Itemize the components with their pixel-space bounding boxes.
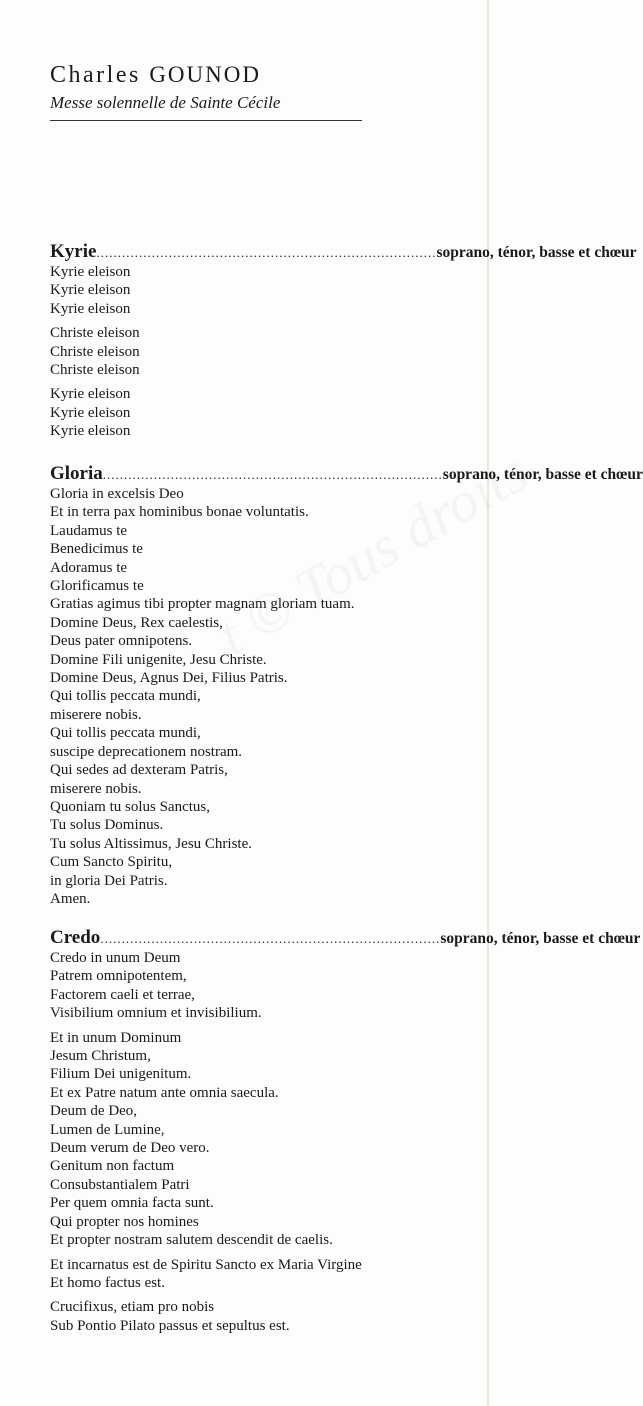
stanza — [50, 385, 460, 440]
text-line: miserere nobis. — [50, 780, 142, 797]
text-line: Et homo factus est. — [50, 1274, 165, 1291]
text-line: in gloria Dei Patris. — [50, 872, 168, 889]
stanza — [50, 1029, 460, 1250]
text-line: Gratias agimus tibi propter magnam gloriam tuam. — [50, 596, 355, 613]
text-line: Qui tollis peccata mundi, — [50, 688, 201, 705]
text-line: Patrem omnipotentem, — [50, 968, 187, 985]
stanza — [50, 263, 460, 318]
header-rule — [50, 120, 362, 121]
text-line: Laudamus te — [50, 522, 128, 539]
page-edge — [487, 0, 489, 1406]
text-line: Factorem caeli et terrae, — [50, 986, 195, 1003]
text-line: Consubstantialem Patri — [50, 1176, 190, 1193]
text-line: Jesum Christum, — [50, 1048, 151, 1065]
leader-dots: ................................................................................ — [100, 931, 441, 946]
text-line: Deum de Deo, — [50, 1103, 138, 1120]
text-line: Tu solus Dominus. — [50, 817, 164, 834]
section-voices: soprano, ténor, basse et chœur — [440, 930, 641, 947]
text-line: Quoniam tu solus Sanctus, — [50, 798, 210, 815]
composer-name — [50, 60, 362, 90]
text-line: Deus pater omnipotens. — [50, 633, 193, 650]
leader-dots: ................................................................................ — [102, 467, 443, 482]
text-line: Christe eleison — [50, 362, 140, 379]
text-line: Kyrie eleison — [50, 386, 131, 403]
text-line: Kyrie eleison — [50, 264, 131, 280]
text-line: Et in terra pax hominibus bonae voluntatis. — [50, 504, 309, 521]
text-line: Visibilium omnium et invisibilium. — [50, 1005, 262, 1022]
text-line: Et propter nostram salutem descendit de caelis. — [50, 1232, 333, 1249]
text-line: Et incarnatus est de Spiritu Sancto ex Maria Virgine — [50, 1256, 362, 1273]
stanza — [50, 1256, 460, 1293]
text-line: Kyrie eleison — [50, 423, 131, 440]
text-line: Crucifixus, etiam pro nobis — [50, 1299, 215, 1316]
stanza — [50, 324, 460, 379]
text-line: Deum verum de Deo vero. — [50, 1140, 210, 1157]
text-line: Domine Deus, Agnus Dei, Filius Patris. — [50, 670, 288, 687]
text-line: Kyrie eleison — [50, 300, 131, 317]
text-line: Credo in unum Deum — [50, 950, 181, 966]
text-line: Gloria in excelsis Deo — [50, 486, 184, 502]
text-line: Domine Deus, Rex caelestis, — [50, 614, 223, 631]
text-line: Amen. — [50, 890, 91, 907]
text-line: Genitum non factum — [50, 1158, 175, 1175]
leader-dots: ................................................................................ — [96, 245, 437, 260]
section-heading — [50, 241, 637, 263]
section-kyrie — [50, 241, 637, 447]
text-line: Glorificamus te — [50, 578, 144, 595]
section-gloria — [50, 463, 643, 914]
text-line: Qui sedes ad dexteram Patris, — [50, 762, 228, 779]
text-line: Tu solus Altissimus, Jesu Christe. — [50, 835, 252, 852]
section-heading — [50, 927, 641, 949]
text-line: suscipe deprecationem nostram. — [50, 743, 243, 760]
section-voices: soprano, ténor, basse et chœur — [436, 244, 637, 261]
text-line: Christe eleison — [50, 343, 140, 360]
text-line: Qui tollis peccata mundi, — [50, 725, 201, 742]
work-title: Messe solennelle de Sainte Cécile — [50, 93, 281, 112]
text-line: Et in unum Dominum — [50, 1029, 182, 1046]
text-line: Cum Sancto Spiritu, — [50, 854, 173, 871]
text-line: Christe eleison — [50, 325, 140, 342]
text-line: Lumen de Lumine, — [50, 1121, 165, 1138]
text-line: Sub Pontio Pilato passus et sepultus est. — [50, 1317, 290, 1334]
stanza — [50, 949, 460, 1023]
stanza — [50, 485, 460, 908]
text-line: Per quem omnia facta sunt. — [50, 1195, 214, 1212]
text-line: Filium Dei unigenitum. — [50, 1066, 192, 1083]
composer-first-name: Charles — [50, 62, 141, 88]
text-line: Et ex Patre natum ante omnia saecula. — [50, 1084, 279, 1101]
text-line: Domine Fili unigenite, Jesu Christe. — [50, 651, 267, 668]
section-credo — [50, 927, 641, 1341]
text-line: Qui propter nos homines — [50, 1213, 199, 1230]
stanza — [50, 1298, 460, 1335]
text-line: miserere nobis. — [50, 706, 142, 723]
header — [50, 60, 362, 121]
section-voices: soprano, ténor, basse et chœur — [442, 466, 643, 483]
section-title: Gloria — [50, 463, 103, 484]
section-heading — [50, 463, 643, 485]
text-line: Adoramus te — [50, 559, 128, 576]
section-title: Credo — [50, 927, 101, 948]
composer-last-name: GOUNOD — [149, 62, 261, 87]
text-line: Kyrie eleison — [50, 404, 131, 421]
text-line: Kyrie eleison — [50, 282, 131, 299]
text-line: Benedicimus te — [50, 541, 143, 558]
section-title: Kyrie — [50, 241, 97, 262]
